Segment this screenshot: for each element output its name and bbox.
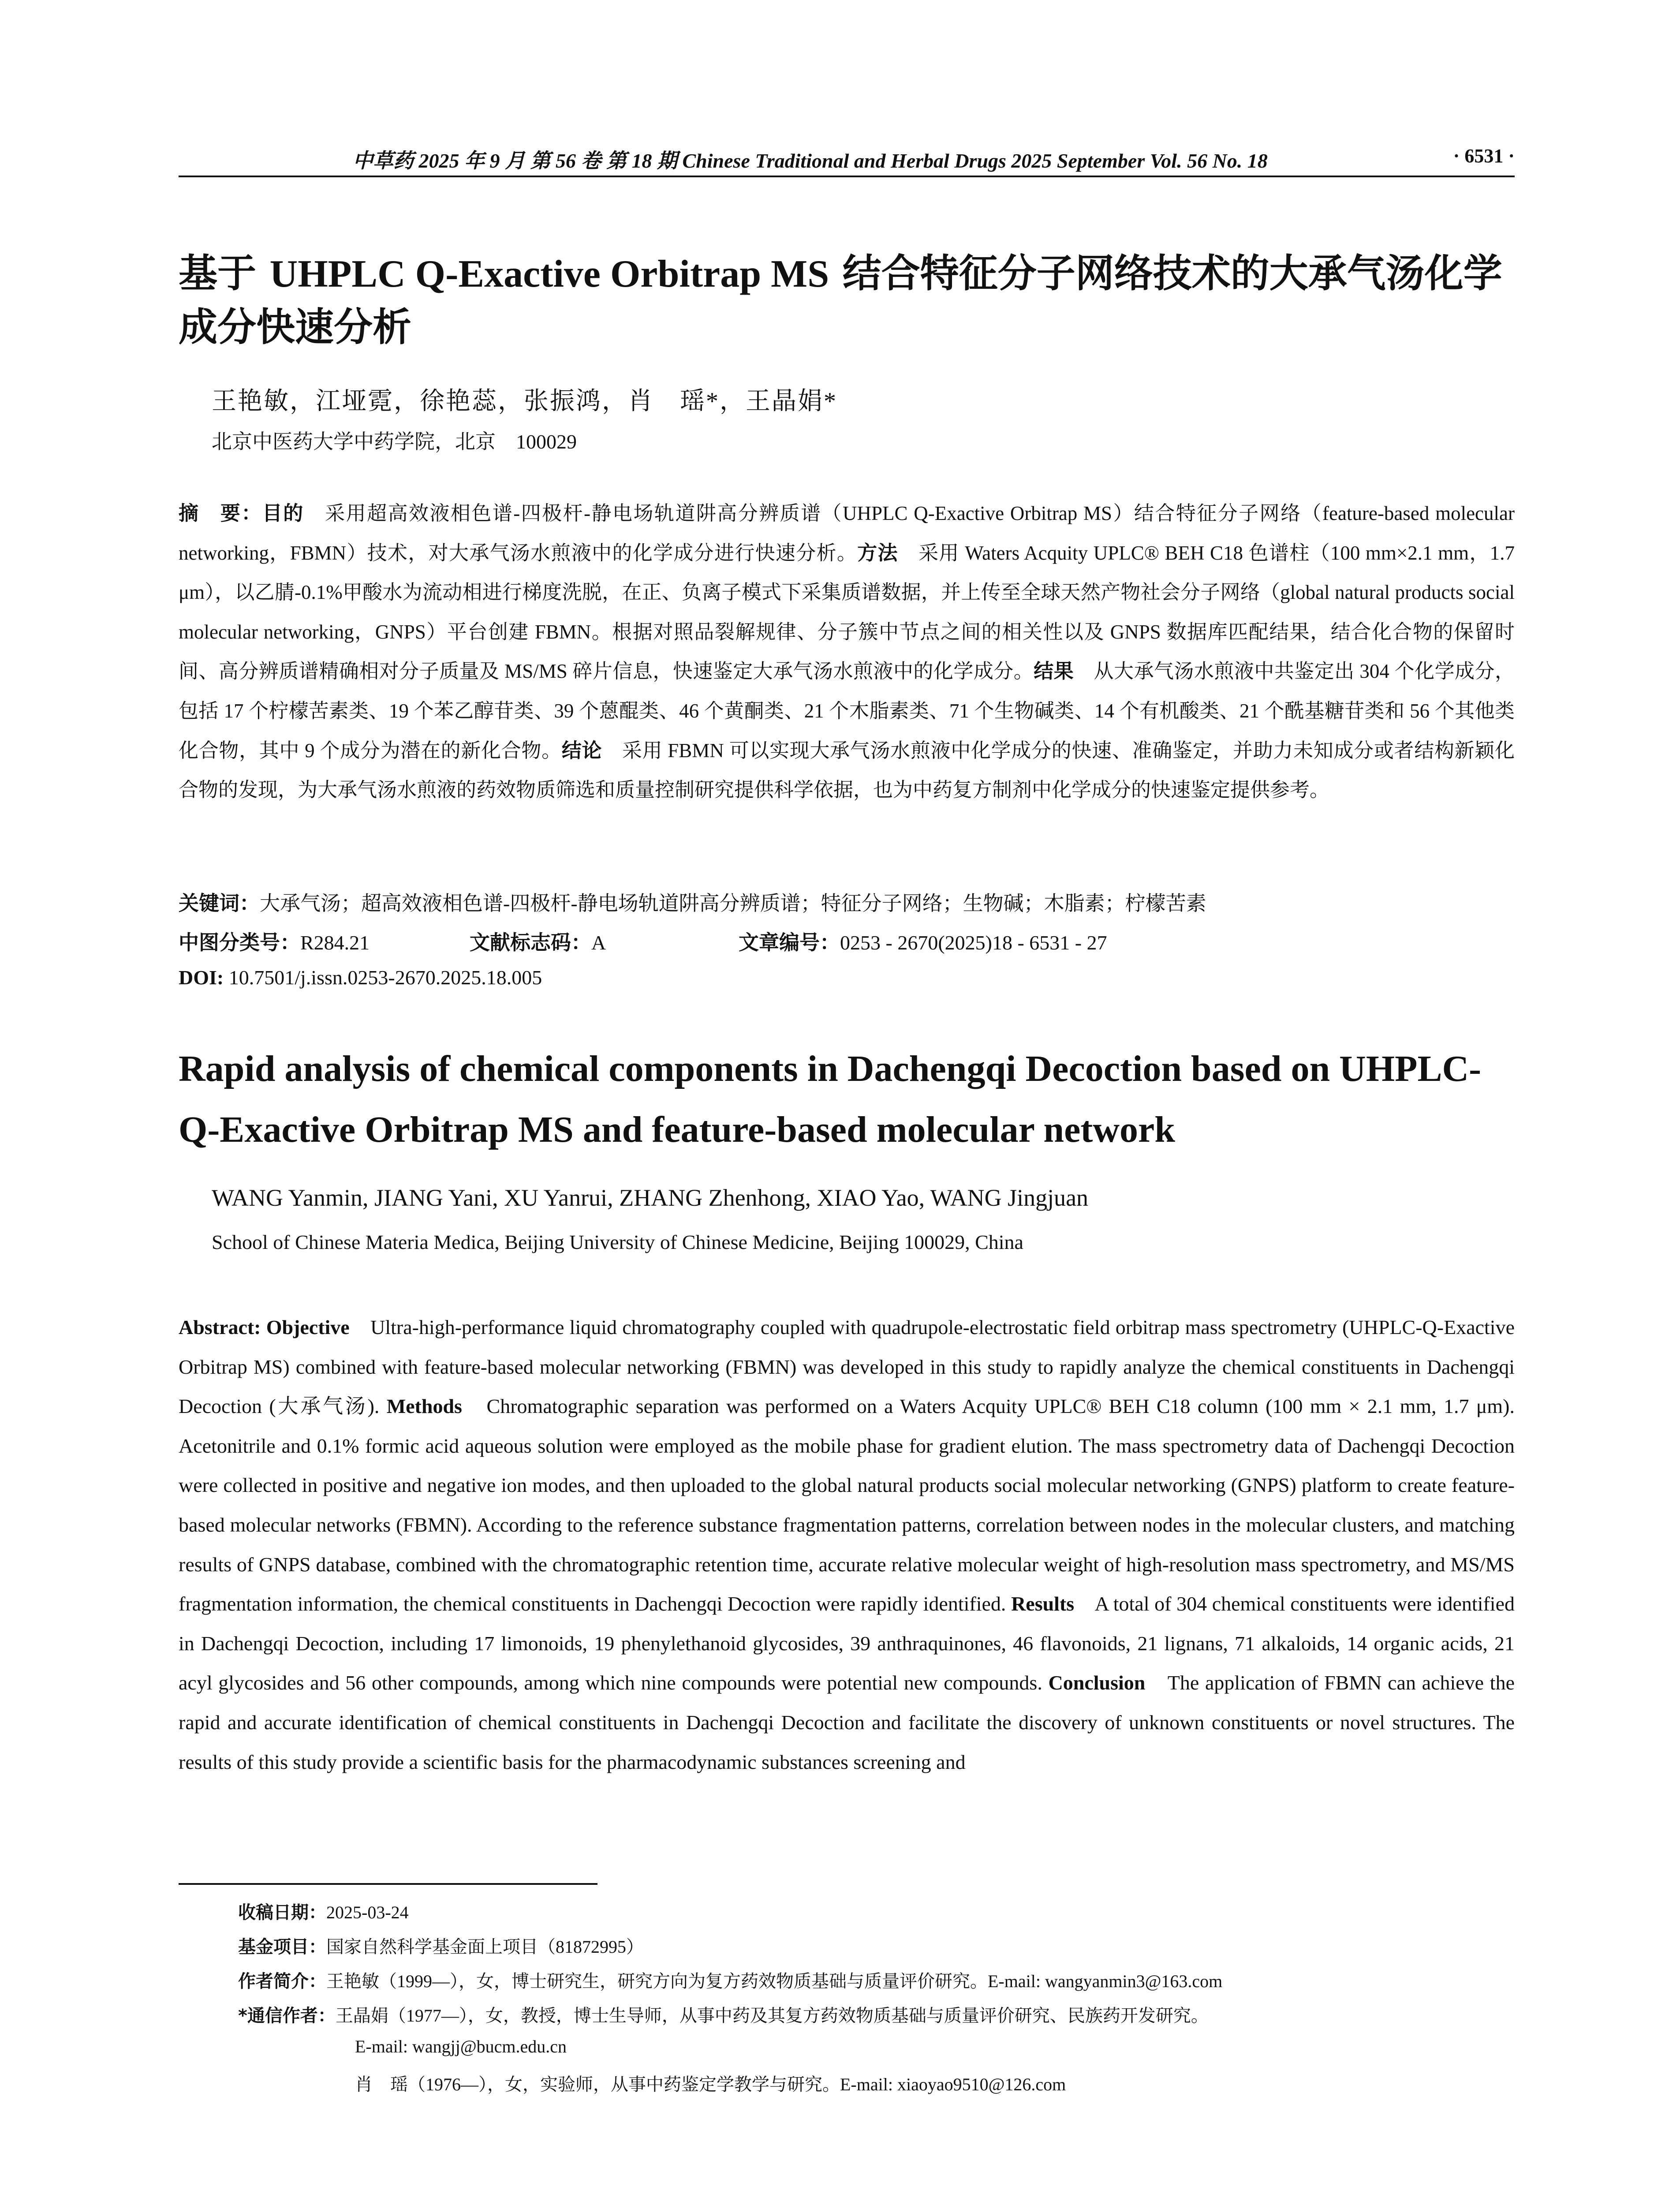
abstract-en-methods: Chromatographic separation was performed on a Waters Acquity UPLC® BEH C18 column (100 mm × 2.1 mm, 1.7 μm). Acetonitrile and 0.1% formic acid aqueous solution were employed as the mobile phase for gradient elution. The mass spectrometry data of Dachengqi Decoction were collected in positive and negative ion modes, and then uploaded to the global natural products social molecular networking (GNPS) platform to create feature-based molecular networks (FBMN). According to the reference substance fragmentation patterns, correlation between nodes in the molecular clusters, and matching results of GNPS database, combined with the chromatographic retention time, accurate relative molecular weight of high-resolution mass spectrometry, and MS/MS fragmentation information, the chemical constituents in Dachengqi Decoction were rapidly identified. — [179, 1395, 1515, 1615]
affiliation-en: School of Chinese Materia Medica, Beijing University of Chinese Medicine, Beijing 100029, China — [212, 1231, 1023, 1253]
footnote-author-bio — [238, 1967, 1222, 1992]
author-bio-text: 王艳敏（1999—），女，博士研究生，研究方向为复方药效物质基础与质量评价研究。E-mail: wangyanmin3@163.com — [326, 1971, 1223, 1991]
abstract-en-conclusion-label: Conclusion — [1048, 1671, 1146, 1694]
article-no-label: 文章编号： — [739, 931, 840, 954]
abstract-en-objective: Ultra-high-performance liquid chromatography coupled with quadrupole-electrostatic field orbitrap mass spectrometry (UHPLC-Q-Exactive Orbitrap MS) combined with feature-based molecular networking (FBMN) was developed in this study to rapidly analyze the chemical constituents in Dachengqi Decoction (大承气汤). — [179, 1316, 1515, 1418]
received-date: 2025-03-24 — [326, 1902, 409, 1922]
clc-value: R284.21 — [300, 931, 370, 954]
keywords-cn-label: 关键词： — [179, 892, 260, 915]
doc-code-value: A — [591, 931, 606, 954]
doc-code-label: 文献标志码： — [470, 931, 591, 954]
corresponding-label: *通信作者： — [238, 2006, 336, 2026]
title-en: Rapid analysis of chemical components in Dachengqi Decoction based on UHPLC-Q-Exactive Orbitrap MS and feature-based molecular network — [179, 1048, 1482, 1150]
footnote-corresponding-email[interactable]: E-mail: wangjj@bucm.edu.cn — [355, 2037, 567, 2056]
running-header — [179, 145, 1515, 180]
abstract-cn-results: 从大承气汤水煎液中共鉴定出 304 个化学成分，包括 17 个柠檬苦素类、19 个苯乙醇苷类、39 个蒽醌类、46 个黄酮类、21 个木脂素类、71 个生物碱类、14 个有机酸类、21 个酰基糖苷类和 56 个其他类化合物，其中 9 个成分为潜在的新化合物。 — [179, 660, 1515, 762]
abstract-cn-label: 摘 要： — [179, 502, 262, 524]
authors-en: WANG Yanmin, JIANG Yani, XU Yanrui, ZHANG Zhenhong, XIAO Yao, WANG Jingjuan — [212, 1185, 1089, 1211]
authors-cn: 王艳敏，江垭霓，徐艳蕊，张振鸿，肖 瑶*，王晶娟* — [212, 388, 837, 415]
abstract-en — [179, 1308, 1515, 1782]
footnote-received — [238, 1899, 409, 1924]
abstract-cn-methods: 采用 Waters Acquity UPLC® BEH C18 色谱柱（100 mm×2.1 mm，1.7 μm），以乙腈-0.1%甲酸水为流动相进行梯度洗脱，在正、负离子模式下采集质谱数据，并上传至全球天然产物社会分子网络（global natural products social molecular networking，GNPS）平台创建 FBMN。根据对照品裂解规律、分子簇中节点之间的相关性以及 GNPS 数据库匹配结果，结合化合物的保留时间、高分辨质谱精确相对分子质量及 MS/MS 碎片信息，快速鉴定大承气汤水煎液中的化学成分。 — [179, 542, 1515, 683]
fund-text: 国家自然科学基金面上项目（81872995） — [326, 1937, 644, 1957]
footnote-corresponding — [238, 2002, 1209, 2027]
abstract-cn-conclusion-label: 结论 — [561, 739, 602, 762]
fund-label: 基金项目： — [238, 1937, 326, 1957]
abstract-en-conclusion: The application of FBMN can achieve the rapid and accurate identification of chemical constituents in Dachengqi Decoction and facilitate the discovery of unknown constituents or novel structures. The results of this study provide a scientific basis for the pharmacodynamic substances screening and — [179, 1671, 1515, 1773]
journal-line: 中草药 2025 年 9 月 第 56 卷 第 18 期 Chinese Traditional and Herbal Drugs 2025 September Vol. 56 No. 18 — [353, 149, 1268, 172]
title-cn-part2: UHPLC Q-Exactive Orbitrap MS — [269, 253, 829, 295]
corresponding-text: 王晶娟（1977—），女，教授，博士生导师，从事中药及其复方药效物质基础与质量评价研究、民族药开发研究。 — [335, 2006, 1209, 2026]
header-rule — [179, 176, 1515, 177]
article-no-value: 0253 - 2670(2025)18 - 6531 - 27 — [840, 931, 1107, 954]
abstract-cn-objective: 采用超高效液相色谱-四极杆-静电场轨道阱高分辨质谱（UHPLC Q-Exactive Orbitrap MS）结合特征分子网络（feature-based molecular networking，FBMN）技术，对大承气汤水煎液中的化学成分进行快速分析。 — [179, 502, 1515, 564]
abstract-en-results-label: Results — [1011, 1592, 1075, 1615]
footnote-rule — [179, 1883, 597, 1885]
abstract-en-objective-label: Objective — [261, 1316, 350, 1338]
keywords-cn-text: 大承气汤；超高效液相色谱-四极杆-静电场轨道阱高分辨质谱；特征分子网络；生物碱；木脂素；柠檬苦素 — [260, 892, 1206, 915]
footnote-fund — [238, 1933, 644, 1958]
affiliation-cn: 北京中医药大学中药学院，北京 100029 — [212, 430, 577, 453]
abstract-cn-objective-label: 目的 — [262, 502, 304, 524]
received-label: 收稿日期： — [238, 1902, 326, 1923]
title-cn-part3: 结合特征分子网络技术的大承气汤化学成分快速分析 — [179, 250, 1502, 350]
title-cn-part1: 基于 — [179, 250, 270, 296]
abstract-cn-methods-label: 方法 — [857, 542, 898, 564]
keywords-cn — [179, 887, 1206, 916]
abstract-en-label: Abstract: — [179, 1316, 261, 1338]
classification-line — [179, 927, 1107, 956]
abstract-cn-conclusion: 采用 FBMN 可以实现大承气汤水煎液中化学成分的快速、准确鉴定，并助力未知成分或者结构新颖化合物的发现，为大承气汤水煎液的药效物质筛选和质量控制研究提供科学依据，也为中药复方制剂中化学成分的快速鉴定提供参考。 — [179, 739, 1515, 801]
page-number: · 6531 · — [1453, 145, 1515, 167]
abstract-en-results: A total of 304 chemical constituents were identified in Dachengqi Decoction, including 17 limonoids, 19 phenylethanoid glycosides, 39 anthraquinones, 46 flavonoids, 21 lignans, 71 alkaloids, 14 organic acids, 21 acyl glycosides and 56 other compounds, among which nine compounds were potential new compounds. — [179, 1592, 1515, 1694]
clc-label: 中图分类号： — [179, 931, 300, 954]
title-cn — [179, 247, 1528, 354]
doi-value[interactable]: 10.7501/j.issn.0253-2670.2025.18.005 — [224, 966, 542, 989]
doi-line — [179, 966, 542, 989]
abstract-en-methods-label: Methods — [386, 1395, 462, 1418]
abstract-cn — [179, 494, 1515, 810]
footnote-second-corresponding: 肖 瑶（1976—），女，实验师，从事中药鉴定学教学与研究。E-mail: xiaoyao9510@126.com — [355, 2074, 1066, 2094]
doi-label: DOI: — [179, 966, 224, 989]
author-bio-label: 作者简介： — [238, 1971, 326, 1992]
abstract-cn-results-label: 结果 — [1034, 660, 1074, 683]
